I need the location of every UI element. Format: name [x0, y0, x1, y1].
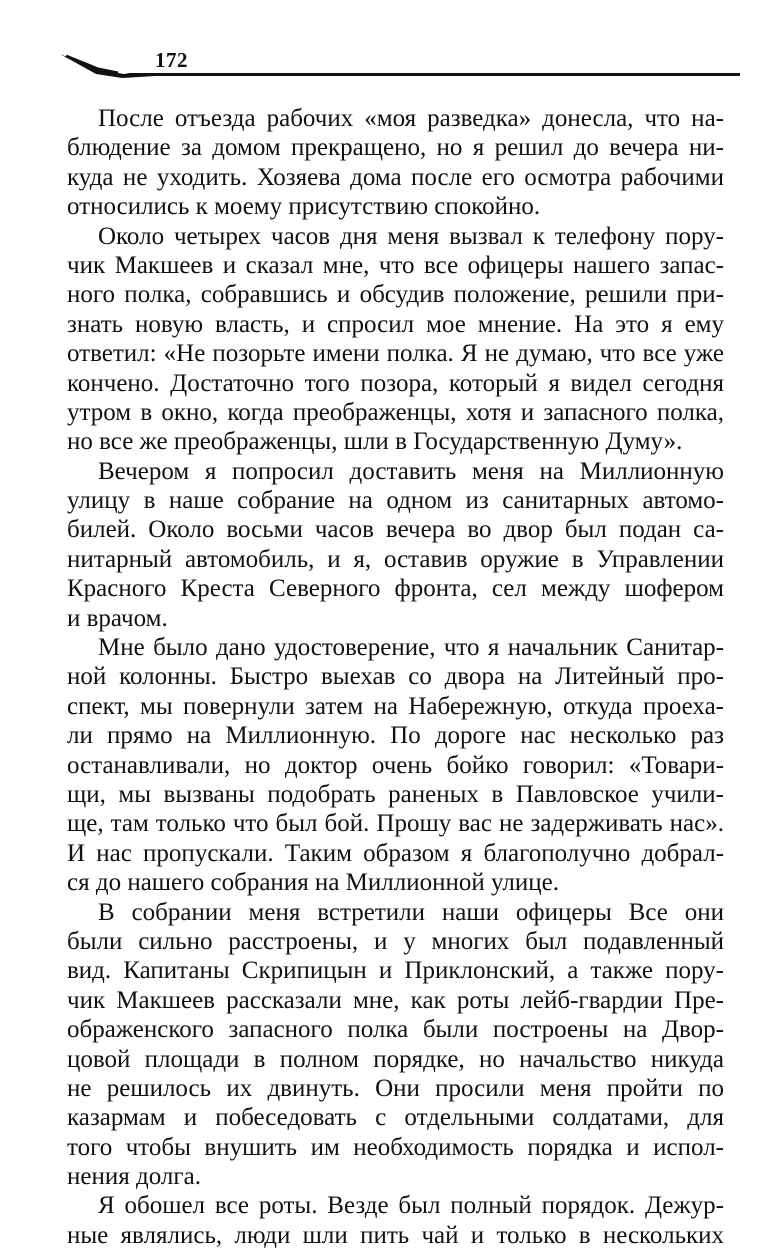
text-line: не решилось их двинуть. Они просили меня пройти по	[67, 1074, 724, 1102]
body-text	[67, 104, 724, 1250]
text-line: цовой площади в полном порядке, но начальство никуда	[67, 1045, 724, 1073]
text-line: того чтобы внушить им необходимость порядка и испол-	[67, 1133, 724, 1161]
text-line: Вечером я попросил доставить меня на Миллионную	[98, 457, 724, 485]
page-number: 172	[155, 48, 188, 72]
text-line: И нас пропускали. Таким образом я благополучно добрал-	[67, 839, 724, 867]
text-line: щи, мы вызваны подобрать раненых в Павловское учили-	[67, 780, 724, 808]
text-line: утром в окно, когда преображенцы, хотя и запасного полка,	[67, 398, 724, 426]
text-line: ответил: «Не позорьте имени полка. Я не думаю, что все уже	[67, 340, 724, 368]
text-line: относились к моему присутствию спокойно.	[67, 193, 541, 221]
text-line: ли прямо на Миллионную. По дороге нас несколько раз	[67, 722, 724, 750]
text-line: Красного Креста Северного фронта, сел между шофером	[67, 575, 724, 603]
text-line: нитарный автомобиль, и я, оставив оружие в Управлении	[67, 545, 724, 573]
text-line: ного полка, собравшись и обсудив положение, решили при-	[67, 281, 724, 309]
text-line: ще, там только что был бой. Прошу вас не задерживать нас».	[67, 810, 724, 838]
text-line: чик Макшеев рассказали мне, как роты лейб-гвардии Пре-	[67, 986, 724, 1014]
text-line: Я обошел все роты. Везде был полный порядок. Дежур-	[98, 1192, 724, 1220]
text-line: останавливали, но доктор очень бойко говорил: «Товари-	[67, 751, 724, 779]
text-line: улицу в наше собрание на одном из санитарных автомо-	[67, 487, 724, 515]
text-line: знать новую власть, и спросил мое мнение. На это я ему	[67, 310, 724, 338]
text-line: куда не уходить. Хозяева дома после его осмотра рабочими	[67, 163, 724, 191]
text-line: билей. Около восьми часов вечера во двор был подан са-	[67, 516, 724, 544]
text-line: ся до нашего собрания на Миллионной улице.	[67, 869, 559, 897]
text-line: но все же преображенцы, шли в Государственную Думу».	[67, 428, 683, 456]
text-line: кончено. Достаточно того позора, который я видел сегодня	[67, 369, 724, 397]
text-line: После отъезда рабочих «моя разведка» донесла, что на-	[98, 105, 724, 132]
page-header	[60, 40, 740, 90]
text-line: были сильно расстроены, и у многих был подавленный	[67, 927, 724, 955]
text-line: казармам и побеседовать с отдельными солдатами, для	[67, 1104, 724, 1132]
text-line: чик Макшеев и сказал мне, что все офицеры нашего запас-	[67, 251, 724, 279]
text-line: блюдение за домом прекращено, но я решил до вечера ни-	[67, 134, 724, 162]
text-line: Мне было дано удостоверение, что я начальник Санитар-	[98, 634, 724, 662]
text-line: Около четырех часов дня меня вызвал к телефону пору-	[98, 222, 724, 250]
text-line: и врачом.	[67, 604, 168, 632]
text-line: вид. Капитаны Скрипицын и Приклонский, а также пору-	[67, 957, 724, 985]
text-line: ные являлись, люди шли пить чай и только в нескольких	[67, 1221, 724, 1249]
text-line: ной колонны. Быстро выехав со двора на Литейный про-	[67, 663, 724, 691]
text-line: В собрании меня встретили наши офицеры Все они	[98, 898, 724, 926]
text-line: спект, мы повернули затем на Набережную, откуда проеха-	[67, 692, 724, 720]
text-line: нения долга.	[67, 1163, 201, 1191]
text-line: ображенского запасного полка были построены на Двор-	[67, 1016, 724, 1044]
